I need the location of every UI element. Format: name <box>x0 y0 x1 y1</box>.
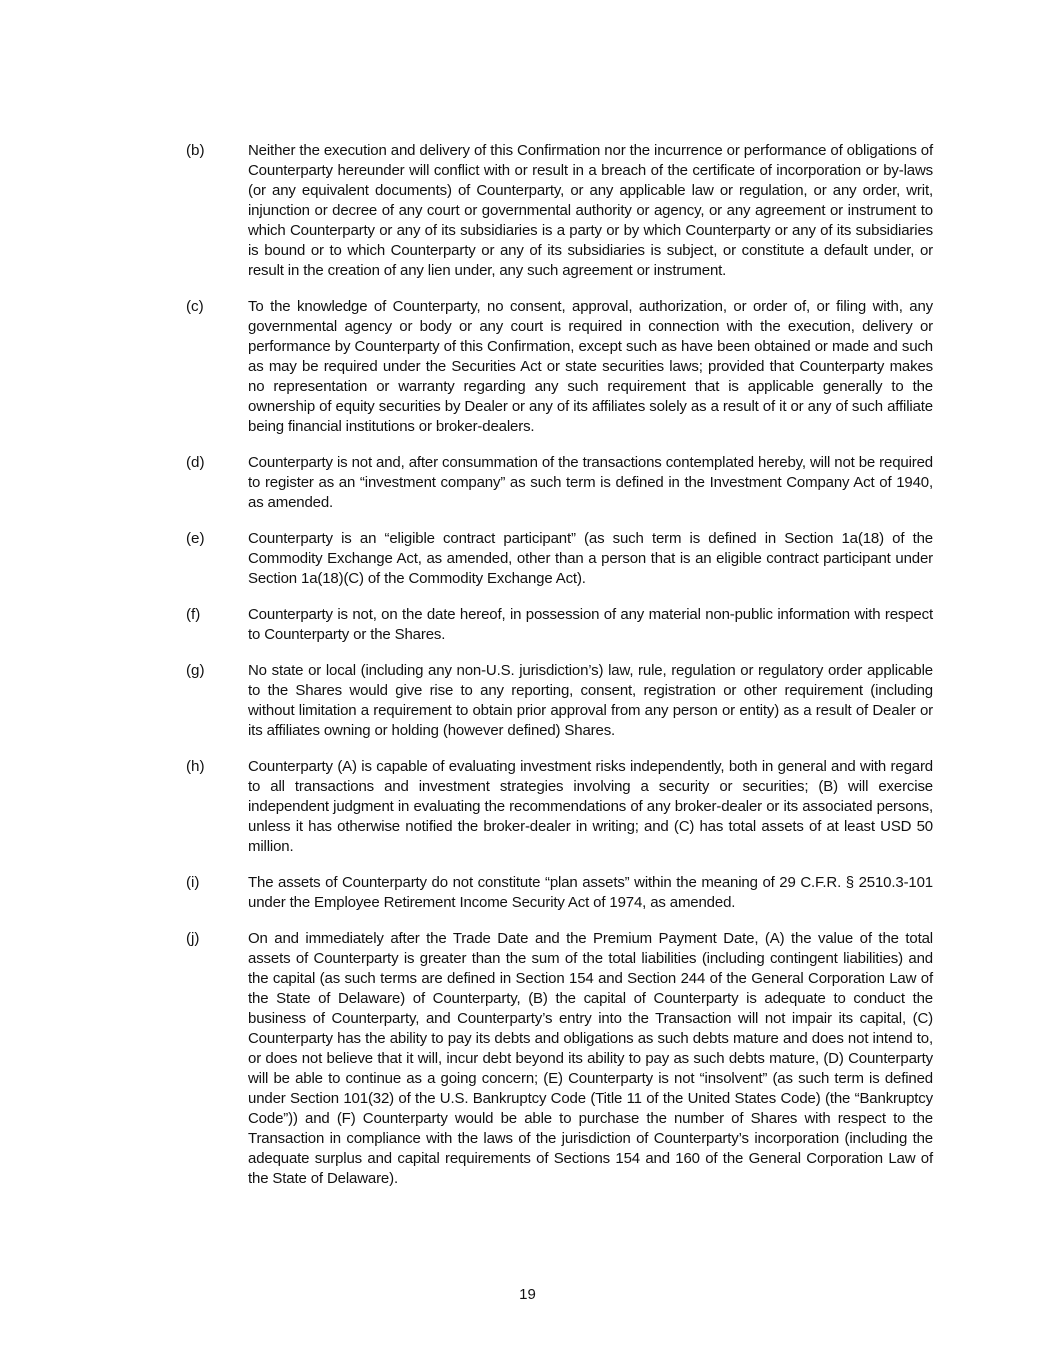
section-text: The assets of Counterparty do not constitute “plan assets” within the meaning of 29 C.F.R. § 2510.3-101 under the Employee Retirement Income Security Act of 1974, as amended. <box>248 874 933 911</box>
representations-list <box>186 141 933 1205</box>
section-g <box>186 661 933 741</box>
section-label: (f) <box>186 606 201 623</box>
section-i <box>186 873 933 913</box>
section-h <box>186 757 933 857</box>
section-text: Counterparty is not, on the date hereof, in possession of any material non-public information with respect to Counterparty or the Shares. <box>248 606 933 643</box>
section-label: (j) <box>186 930 200 947</box>
section-text: Counterparty (A) is capable of evaluating investment risks independently, both in general and with regard to all transactions and investment strategies involving a security or securities; (B) will exercise independent judgment in evaluating the recommendations of any broker-dealer or its associated persons, unless it has otherwise notified the broker-dealer in writing; and (C) has total assets of at least USD 50 million. <box>248 758 933 855</box>
section-label: (b) <box>186 142 205 159</box>
page-number: 19 <box>519 1286 536 1303</box>
section-label: (g) <box>186 662 205 679</box>
section-text: To the knowledge of Counterparty, no consent, approval, authorization, or order of, or filing with, any governmental agency or body or any court is required in connection with the execution, delivery or performance by Counterparty of this Confirmation, except such as have been obtained or made and such as may be required under the Securities Act or state securities laws; provided that Counterparty makes no representation or warranty regarding any such requirement that is applicable generally to the ownership of equity securities by Dealer or any of its affiliates solely as a result of it or any of such affiliate being financial institutions or broker-dealers. <box>248 298 933 435</box>
section-f <box>186 605 933 645</box>
section-j <box>186 929 933 1189</box>
section-label: (d) <box>186 454 205 471</box>
section-text: Neither the execution and delivery of this Confirmation nor the incurrence or performance of obligations of Counterparty hereunder will conflict with or result in a breach of the certificate of incorporation or by-laws (or any equivalent documents) of Counterparty, or any applicable law or regulation, or any order, writ, injunction or decree of any court or governmental authority or agency, or any agreement or instrument to which Counterparty or any of its subsidiaries is a party or by which Counterparty or any of its subsidiaries is bound or to which Counterparty or any of its subsidiaries is subject, or constitute a default under, or result in the creation of any lien under, any such agreement or instrument. <box>248 142 933 279</box>
section-c <box>186 297 933 437</box>
section-b <box>186 141 933 281</box>
section-d <box>186 453 933 513</box>
section-label: (e) <box>186 530 205 547</box>
section-label: (i) <box>186 874 200 891</box>
section-text: No state or local (including any non-U.S. jurisdiction’s) law, rule, regulation or regulatory order applicable to the Shares would give rise to any reporting, consent, registration or other requirement (including without limitation a requirement to obtain prior approval from any person or entity) as a result of Dealer or its affiliates owning or holding (however defined) Shares. <box>248 662 933 739</box>
section-label: (h) <box>186 758 205 775</box>
section-e <box>186 529 933 589</box>
section-text: On and immediately after the Trade Date and the Premium Payment Date, (A) the value of the total assets of Counterparty is greater than the sum of the total liabilities (including contingent liabilities) and the capital (as such terms are defined in Section 154 and Section 244 of the General Corporation Law of the State of Delaware) of Counterparty, (B) the capital of Counterparty is adequate to conduct the business of Counterparty, and Counterparty’s entry into the Transaction will not impair its capital, (C) Counterparty has the ability to pay its debts and obligations as such debts mature and does not intend to, or does not believe that it will, incur debt beyond its ability to pay as such debts mature, (D) Counterparty will be able to continue as a going concern; (E) Counterparty is not “insolvent” (as such term is defined under Section 101(32) of the U.S. Bankruptcy Code (Title 11 of the United States Code) (the “Bankruptcy Code”)) and (F) Counterparty would be able to purchase the number of Shares with respect to the Transaction in compliance with the laws of the jurisdiction of Counterparty’s incorporation (including the adequate surplus and capital requirements of Sections 154 and 160 of the General Corporation Law of the State of Delaware). <box>248 930 933 1187</box>
section-text: Counterparty is an “eligible contract participant” (as such term is defined in Section 1a(18) of the Commodity Exchange Act, as amended, other than a person that is an eligible contract participant under Section 1a(18)(C) of the Commodity Exchange Act). <box>248 530 933 587</box>
section-label: (c) <box>186 298 204 315</box>
section-text: Counterparty is not and, after consummation of the transactions contemplated hereby, will not be required to register as an “investment company” as such term is defined in the Investment Company Act of 1940, as amended. <box>248 454 933 511</box>
